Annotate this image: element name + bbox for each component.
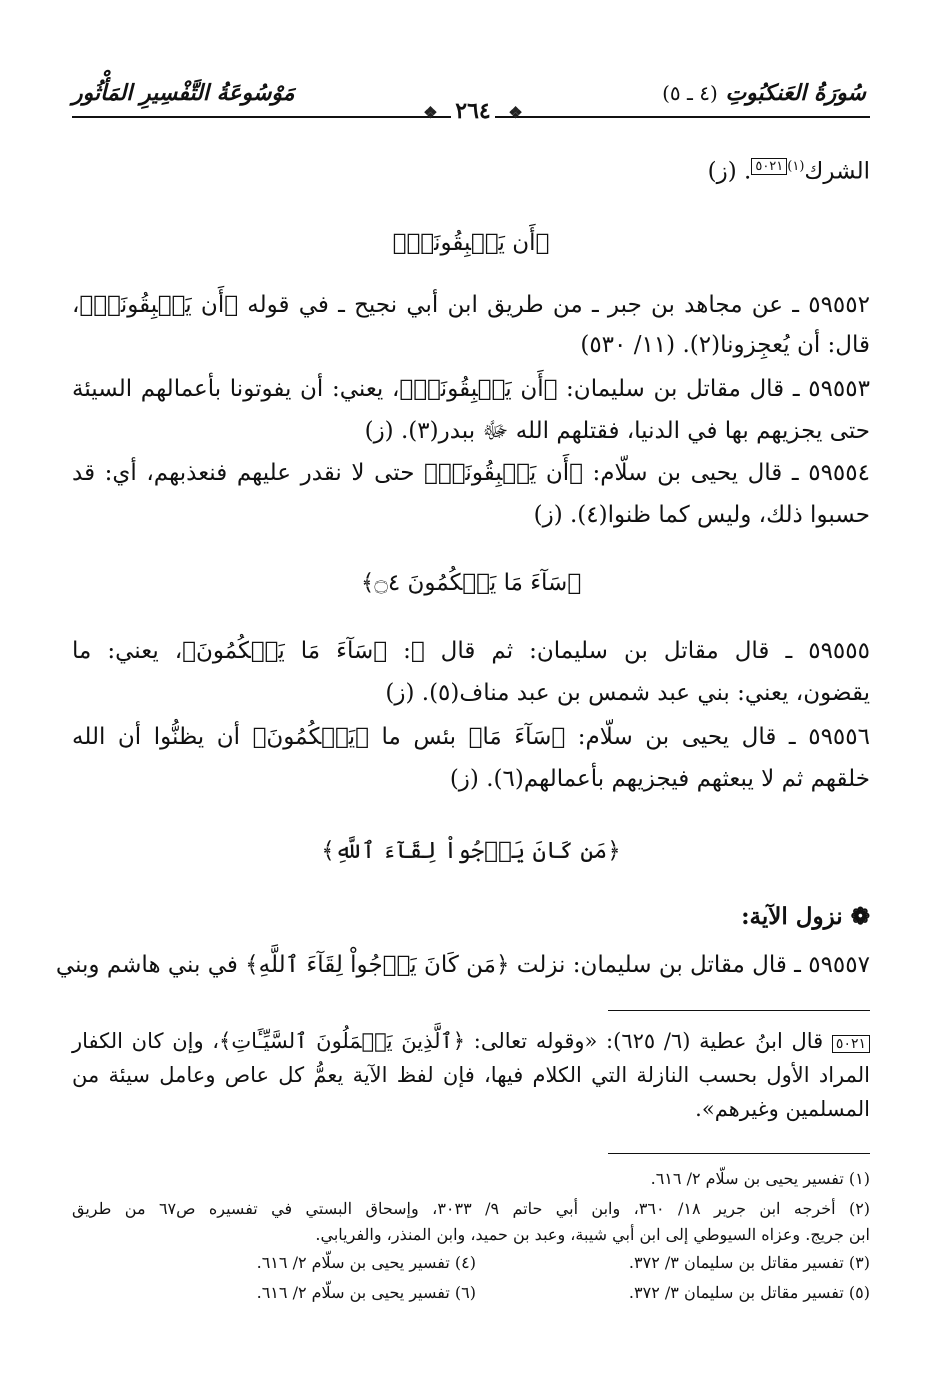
verse-heading-1: ﴿أَن يَسۡبِقُونَاۚ﴾ [392, 230, 550, 256]
footnote-3: (٣) تفسير مقاتل بن سليمان ٣/ ٣٧٢. [628, 1253, 870, 1272]
page-number: ٢٦٤ [451, 98, 494, 124]
entry-59554-line-1: ٥٩٥٥٤ ـ قال يحيى بن سلّام: ﴿أَن يَسۡبِقُونَاۚ﴾ حتى لا نقدر عليهم فنعذبهم، أي: قد [72, 460, 870, 486]
entry-59554-line-2: حسبوا ذلك، وليس كما ظنوا(٤). (ز) [533, 502, 870, 528]
running-header-title: مَوْسُوعَةُ التَّفْسِيرِ المَأْثُور [72, 80, 295, 106]
comment-line-2: المراد الأول بحسب النازلة التي الكلام فيها، فإن لفظ الآية يعمُّ كل عاص وعامل سيئة من [72, 1063, 870, 1087]
footnote-2-line-2: ابن جريج. وعزاه السيوطي إلى ابن أبي شيبة، وعبد بن حميد، وابن المنذر، والفريابي. [315, 1225, 870, 1244]
comment-ref-box: ٥٠٢١ [751, 158, 787, 175]
comment-line-3: المسلمين وغيرهم». [695, 1097, 870, 1121]
entry-59555-line-1: ٥٩٥٥٥ ـ قال مقاتل بن سليمان: ثم قال ﷻ: ﴿سَآءَ مَا يَحۡكُمُونَ﴾، يعني: ما [72, 638, 870, 664]
verse-range: (٤ ـ ٥) [662, 81, 718, 105]
comment-box: ٥٠٢١ [832, 1035, 870, 1053]
left-ornament-icon: ❖ [423, 103, 438, 122]
comment-line-1-text: قال ابنُ عطية (٦/ ٦٢٥): «وقوله تعالى: ﴿ٱلَّذِينَ يَعۡمَلُونَ ٱلسَّيِّـَٔاتِ﴾، وإن كان الكفار [72, 1029, 824, 1053]
entry-59556-line-1: ٥٩٥٥٦ ـ قال يحيى بن سلّام: ﴿سَآءَ مَا﴾ بئس ما ﴿يَحۡكُمُونَ﴾ أن يظنُّوا أن الله [72, 724, 870, 750]
nuzul-heading: ❁ نزول الآية: [741, 903, 870, 930]
footnote-6: (٦) تفسير يحيى بن سلّام ٢/ ٦١٦. [256, 1283, 476, 1302]
right-ornament-icon: ❖ [508, 103, 523, 122]
entry-59553-line-2: حتى يجزيهم بها في الدنيا، فقتلهم الله ﷻ ببدر(٣). (ز) [364, 418, 870, 444]
footnote-1: (١) تفسير يحيى بن سلّام ٢/ ٦١٦. [650, 1169, 870, 1188]
verse-heading-2: ﴿سَآءَ مَا يَحۡكُمُونَ ۝٤﴾ [360, 570, 582, 596]
footnote-ref: (١) [787, 159, 805, 174]
surah-name: سُورَةُ العَنكبُوتِ [725, 80, 866, 106]
entry-59556-line-2: خلقهم ثم لا يبعثهم فيجزيهم بأعمالهم(٦). (ز) [449, 766, 870, 792]
page-number-block [0, 98, 946, 124]
entry-59552-line-1: ٥٩٥٥٢ ـ عن مجاهد بن جبر ـ من طريق ابن أبي نجيح ـ في قوله ﴿أَن يَسۡبِقُونَاۚ﴾، [72, 292, 870, 318]
verse-heading-3: ﴿مَن كَانَ يَرۡجُواْ لِقَآءَ ٱللَّهِ﴾ [321, 838, 621, 864]
intro-line [72, 152, 870, 187]
comment-line-1 [72, 1024, 870, 1058]
footnote-separator [608, 1153, 870, 1154]
entry-59557-line-1: ٥٩٥٥٧ ـ قال مقاتل بن سليمان: نزلت ﴿مَن كَانَ يَرۡجُواْ لِقَآءَ ٱللَّهِ﴾ في بني هاشم وبني [55, 952, 870, 978]
footnote-2-line-1: (٢) أخرجه ابن جرير ١٨/ ٣٦٠، وابن أبي حاتم ٩/ ٣٠٣٣، وإسحاق البستي في تفسيره ص٦٧ من طريق [72, 1199, 871, 1218]
intro-text: الشرك [804, 158, 870, 185]
entry-59553-line-1: ٥٩٥٥٣ ـ قال مقاتل بن سليمان: ﴿أَن يَسۡبِقُونَاۚ﴾، يعني: أن يفوتونا بأعمالهم السيئة [72, 376, 870, 402]
footnote-4: (٤) تفسير يحيى بن سلّام ٢/ ٦١٦. [256, 1253, 476, 1272]
intro-tail: . (ز) [707, 158, 752, 185]
comment-block [72, 1024, 870, 1126]
footnote-5: (٥) تفسير مقاتل بن سليمان ٣/ ٣٧٢. [628, 1283, 870, 1302]
comment-separator [608, 1010, 870, 1011]
entry-59555-line-2: يقضون، يعني: بني عبد شمس بن عبد مناف(٥). (ز) [385, 680, 870, 706]
entry-59552-line-2: قال: أن يُعجِزونا(٢). (١١/ ٥٣٠) [580, 332, 870, 358]
